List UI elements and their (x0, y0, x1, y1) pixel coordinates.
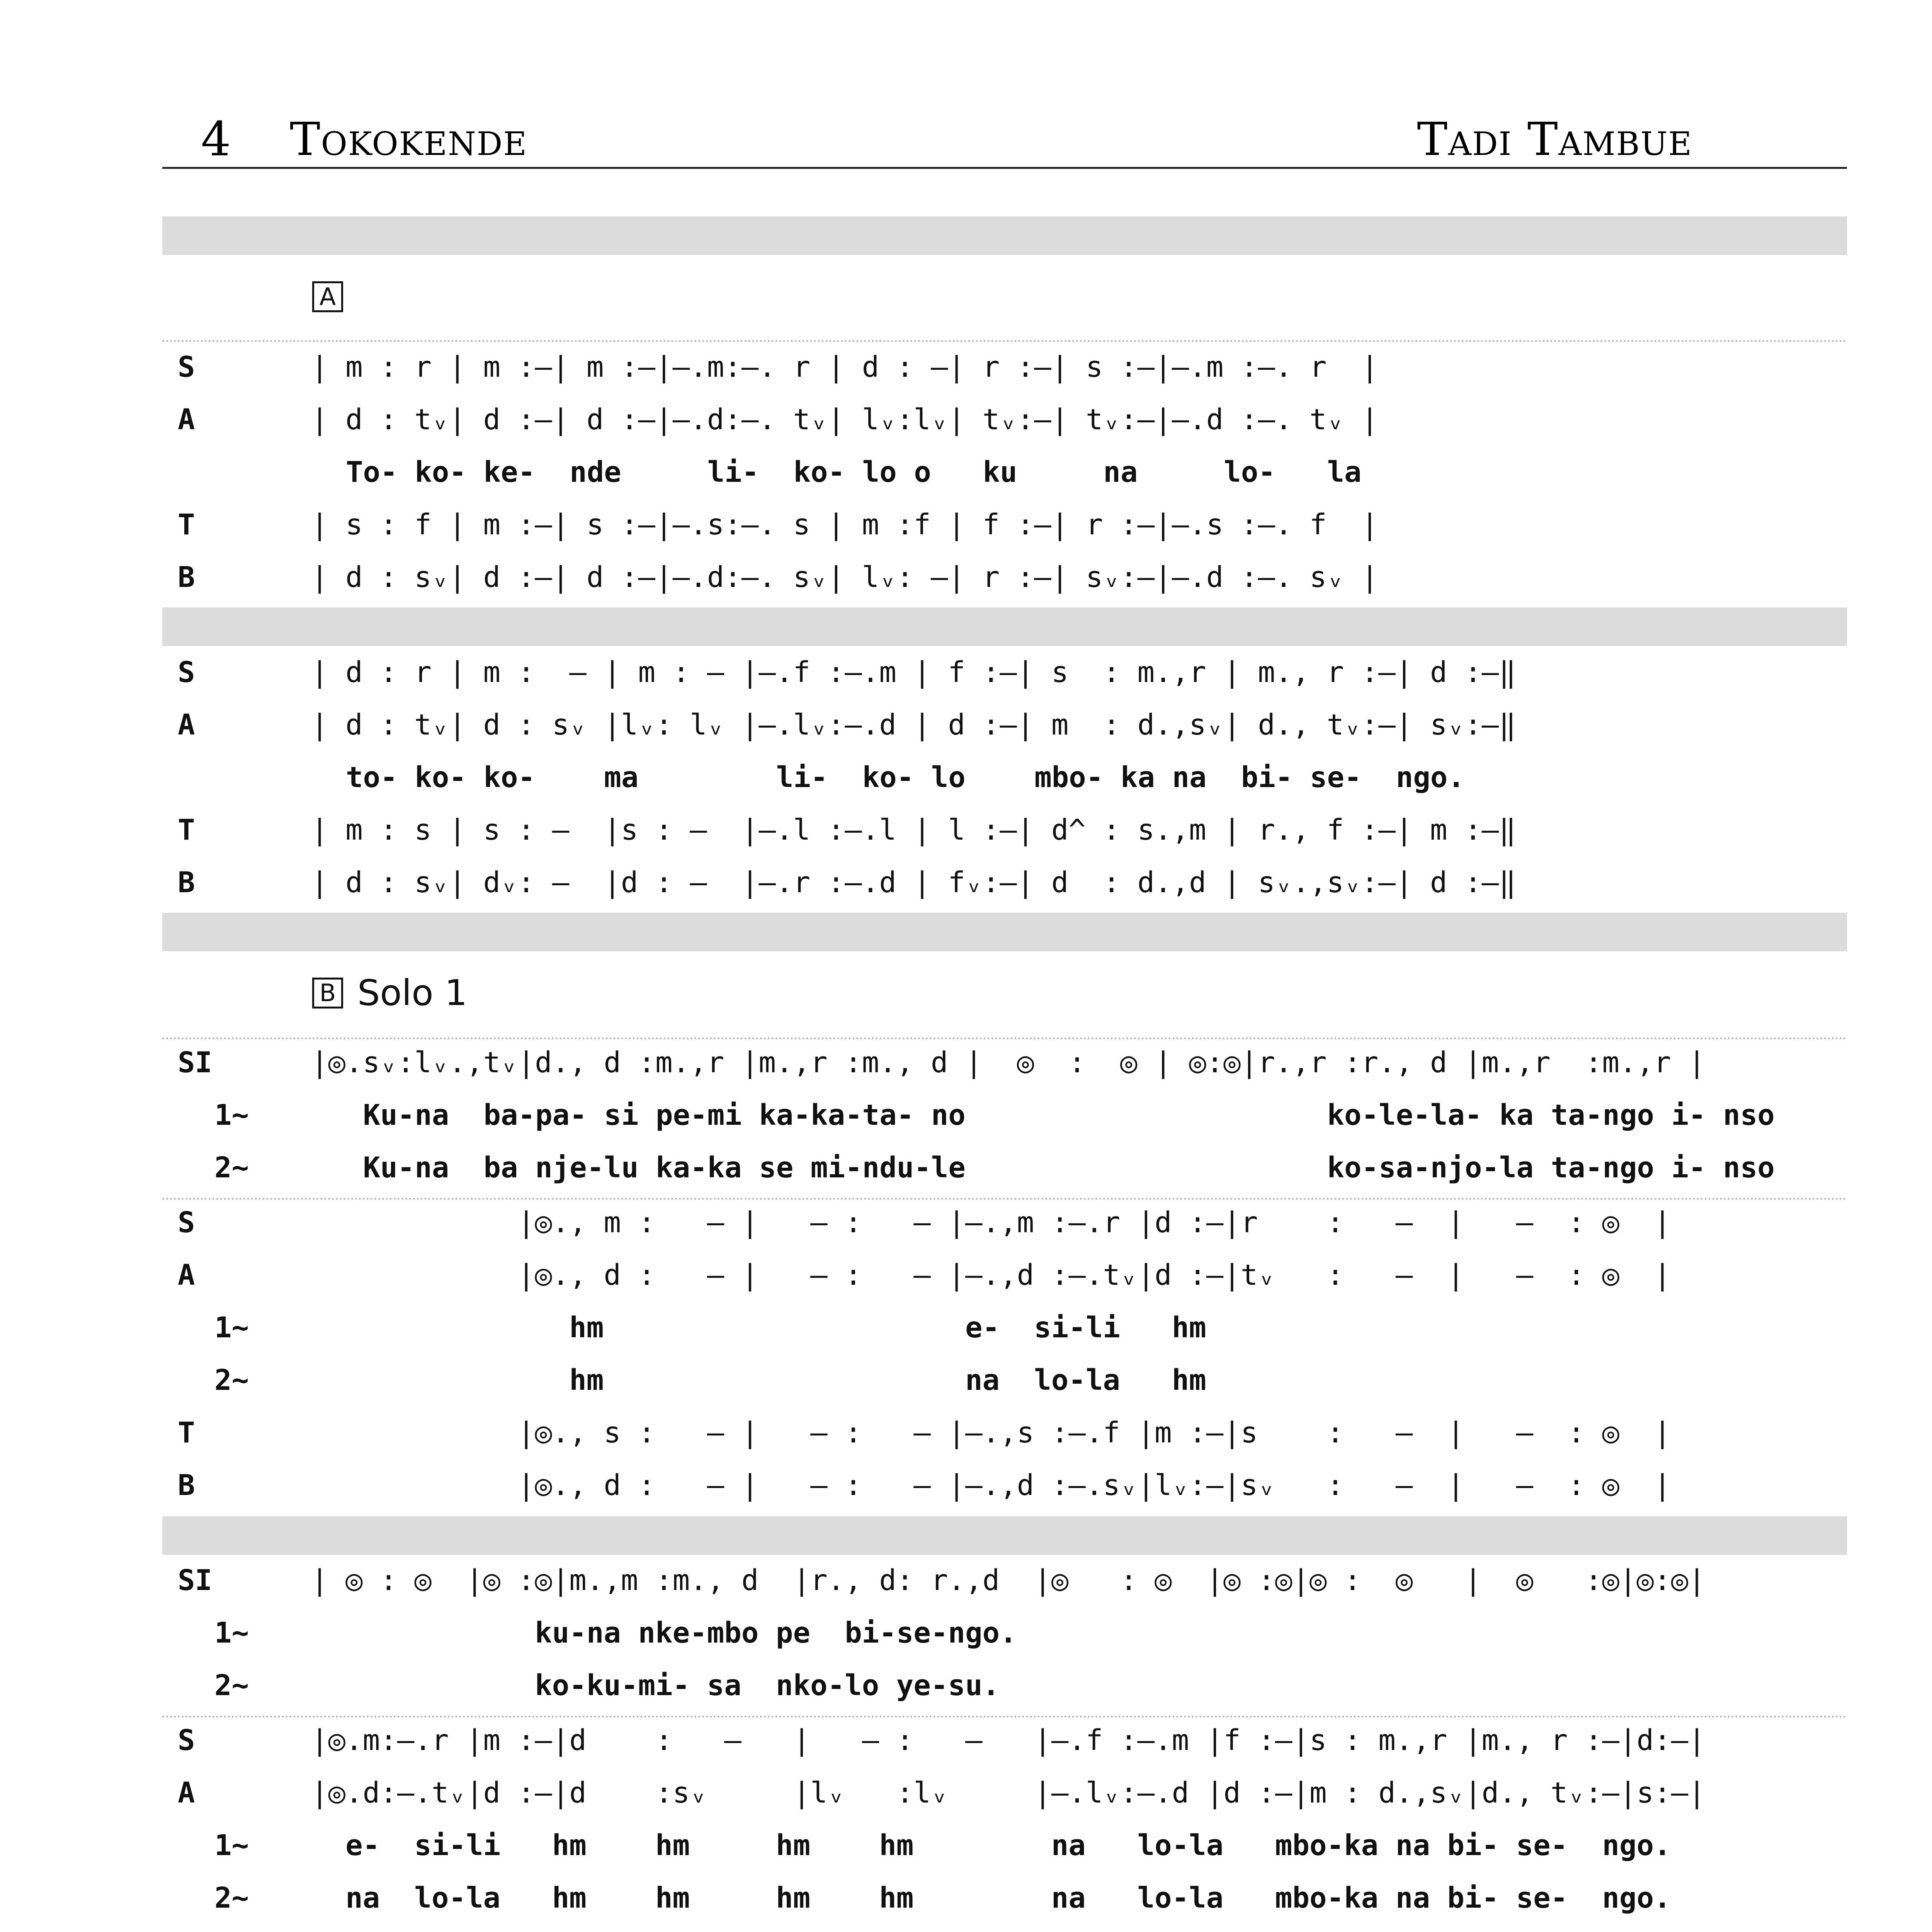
voice-label-solo: SI (178, 1046, 213, 1079)
voice-label-alto: A (178, 1776, 195, 1810)
separator-bar (162, 216, 1847, 255)
voice-label-alto: A (178, 708, 195, 742)
lyrics-line: To- ko- ke- nde li- ko- lo o ku na lo- la (346, 456, 1362, 489)
tenor-line: |◎., s : – | – : – |–.,s :–.f |m :–|s : – | – : ◎ | (311, 1416, 1671, 1449)
soprano-line: | m : r | m :–| m :–|–.m:–. r | d : –| r :–| s :–|–.m :–. r | (311, 350, 1379, 384)
verse-label-1: 1~ (214, 1311, 249, 1344)
voice-label-bass: B (178, 1469, 195, 1502)
dotted-rule (162, 1037, 1847, 1039)
dotted-rule (162, 1716, 1847, 1718)
soprano-line: |◎.m:–.r |m :–|d : – | – : – |–.f :–.m |f :–|s : m.,r |m., r :–|d:–| (311, 1724, 1706, 1757)
voice-label-alto: A (178, 403, 195, 436)
verse-1-lyrics: hm e- si-li hm (311, 1311, 1206, 1344)
solo-line: |◎.sᵥ:lᵥ.,tᵥ|d., d :m.,r |m.,r :m., d | ◎ : ◎ | ◎:◎|r.,r :r., d |m.,r :m.,r | (311, 1046, 1706, 1079)
section-marker-a: A (312, 281, 343, 312)
alto-line: |◎.d:–.tᵥ|d :–|d :sᵥ |lᵥ :lᵥ |–.lᵥ:–.d |d :–|m : d.,sᵥ|d., tᵥ:–|s:–| (311, 1776, 1706, 1810)
verse-label-1: 1~ (214, 1829, 249, 1862)
verse-1-lyrics: e- si-li hm hm hm hm na lo-la mbo-ka na bi- se- ngo. (311, 1829, 1671, 1862)
voice-label-soprano: S (178, 656, 195, 689)
separator-bar (162, 913, 1847, 951)
voice-label-alto: A (178, 1259, 195, 1292)
verse-2-lyrics: Ku-na ba nje-lu ka-ka se mi-ndu-le ko-sa-njo-la ta-ngo i- nso (346, 1151, 1775, 1184)
voice-label-soprano: S (178, 1206, 195, 1239)
tenor-line: | s : f | m :–| s :–|–.s:–. s | m :f | f :–| r :–|–.s :–. f | (311, 508, 1379, 541)
tenor-line: | m : s | s : – |s : – |–.l :–.l | l :–| d^ : s.,m | r., f :–| m :–‖ (311, 813, 1516, 847)
alto-line: | d : tᵥ| d :–| d :–|–.d:–. tᵥ| lᵥ:lᵥ| tᵥ:–| tᵥ:–|–.d :–. tᵥ | (311, 403, 1379, 436)
chapter-title: Tokokende (290, 112, 527, 166)
separator-bar (162, 1516, 1847, 1555)
lyrics-line: to- ko- ko- ma li- ko- lo mbo- ka na bi- se- ngo. (346, 761, 1465, 794)
soprano-line: | d : r | m : – | m : – |–.f :–.m | f :–| s : m.,r | m., r :–| d :–‖ (311, 656, 1516, 689)
verse-label-2: 2~ (214, 1364, 249, 1397)
verse-label-2: 2~ (214, 1151, 249, 1184)
verse-label-2: 2~ (214, 1881, 249, 1915)
section-marker-b: B (312, 978, 343, 1009)
verse-label-1: 1~ (214, 1616, 249, 1650)
voice-label-tenor: T (178, 1416, 195, 1449)
alto-line: |◎., d : – | – : – |–.,d :–.tᵥ|d :–|tᵥ : – | – : ◎ | (311, 1259, 1671, 1292)
running-title: Tadi Tambue (1417, 112, 1692, 166)
voice-label-soprano: S (178, 350, 195, 384)
verse-1-lyrics: ku-na nke-mbo pe bi-se-ngo. (311, 1616, 1017, 1650)
bass-line: |◎., d : – | – : – |–.,d :–.sᵥ|lᵥ:–|sᵥ : – | – : ◎ | (311, 1469, 1671, 1502)
bass-line: | d : sᵥ| d :–| d :–|–.d:–. sᵥ| lᵥ: –| r :–| sᵥ:–|–.d :–. sᵥ | (311, 561, 1379, 594)
chapter-number: 4 (201, 112, 231, 167)
alto-line: | d : tᵥ| d : sᵥ |lᵥ: lᵥ |–.lᵥ:–.d | d :–| m : d.,sᵥ| d., tᵥ:–| sᵥ:–‖ (311, 708, 1516, 742)
verse-label-2: 2~ (214, 1669, 249, 1702)
dotted-rule (162, 1198, 1847, 1200)
dotted-rule (162, 340, 1847, 342)
voice-label-bass: B (178, 561, 195, 594)
verse-2-lyrics: ko-ku-mi- sa nko-lo ye-su. (311, 1669, 1000, 1702)
bass-line: | d : sᵥ| dᵥ: – |d : – |–.r :–.d | fᵥ:–| d : d.,d | sᵥ.,sᵥ:–| d :–‖ (311, 866, 1516, 899)
voice-label-soprano: S (178, 1724, 195, 1757)
verse-2-lyrics: na lo-la hm hm hm hm na lo-la mbo-ka na bi- se- ngo. (311, 1881, 1671, 1915)
header-rule (162, 167, 1847, 169)
voice-label-solo: SI (178, 1564, 213, 1597)
verse-label-1: 1~ (214, 1099, 249, 1132)
verse-2-lyrics: hm na lo-la hm (311, 1364, 1206, 1397)
soprano-line: |◎., m : – | – : – |–.,m :–.r |d :–|r : – | – : ◎ | (311, 1206, 1671, 1239)
verse-1-lyrics: Ku-na ba-pa- si pe-mi ka-ka-ta- no ko-le-la- ka ta-ngo i- nso (346, 1099, 1775, 1132)
voice-label-tenor: T (178, 813, 195, 847)
solo-line: | ◎ : ◎ |◎ :◎|m.,m :m., d |r., d: r.,d |◎ : ◎ |◎ :◎|◎ : ◎ | ◎ :◎|◎:◎| (311, 1564, 1706, 1597)
section-title: Solo 1 (357, 972, 468, 1014)
voice-label-bass: B (178, 866, 195, 899)
voice-label-tenor: T (178, 508, 195, 541)
separator-bar (162, 607, 1847, 646)
